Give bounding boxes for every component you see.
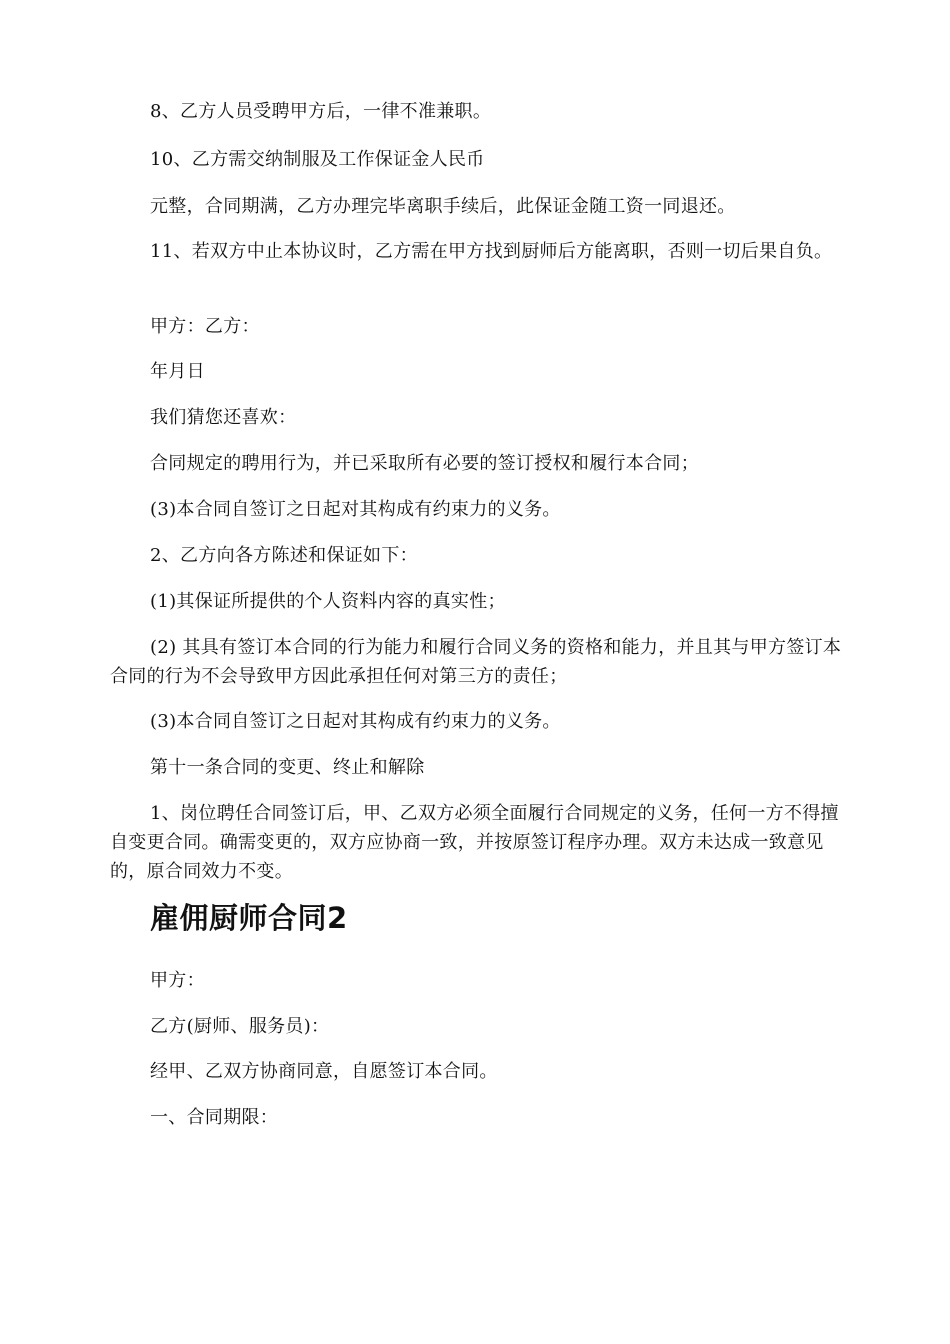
paragraph: (3)本合同自签订之日起对其构成有约束力的义务。 xyxy=(150,499,561,520)
paragraph: 年月日 xyxy=(150,361,205,382)
paragraph: 经甲、乙双方协商同意，自愿签订本合同。 xyxy=(150,1061,498,1082)
paragraph: 乙方(厨师、服务员)： xyxy=(150,1016,330,1037)
section-heading: 雇佣厨师合同2 xyxy=(150,901,348,935)
paragraph: 10、乙方需交纳制服及工作保证金人民币 xyxy=(150,149,485,170)
paragraph: (2) 其具有签订本合同的行为能力和履行合同义务的资格和能力，并且其与甲方签订本合同的行为不会导致甲方因此承担任何对第三方的责任； xyxy=(110,637,842,687)
paragraph: (1)其保证所提供的个人资料内容的真实性； xyxy=(150,591,506,612)
paragraph: 第十一条合同的变更、终止和解除 xyxy=(150,757,425,778)
paragraph: 2、乙方向各方陈述和保证如下： xyxy=(150,545,418,566)
paragraph: 甲方：乙方： xyxy=(150,316,260,337)
paragraph: 元整，合同期满，乙方办理完毕离职手续后，此保证金随工资一同退还。 xyxy=(150,196,736,217)
paragraph: 合同规定的聘用行为，并已采取所有必要的签订授权和履行本合同； xyxy=(150,453,699,474)
paragraph: 甲方： xyxy=(150,970,205,991)
paragraph: 8、乙方人员受聘甲方后，一律不准兼职。 xyxy=(150,101,492,122)
paragraph: 一、合同期限： xyxy=(150,1107,279,1128)
paragraph: 11、若双方中止本协议时，乙方需在甲方找到厨师后方能离职，否则一切后果自负。 xyxy=(150,241,833,262)
paragraph: (3)本合同自签订之日起对其构成有约束力的义务。 xyxy=(150,711,561,732)
paragraph: 我们猜您还喜欢： xyxy=(150,407,297,428)
paragraph: 1、岗位聘任合同签订后，甲、乙双方必须全面履行合同规定的义务，任何一方不得擅自变更合同。确需变更的，双方应协商一致，并按原签订程序办理。双方未达成一致意见的，原合同效力不变。 xyxy=(110,803,839,882)
